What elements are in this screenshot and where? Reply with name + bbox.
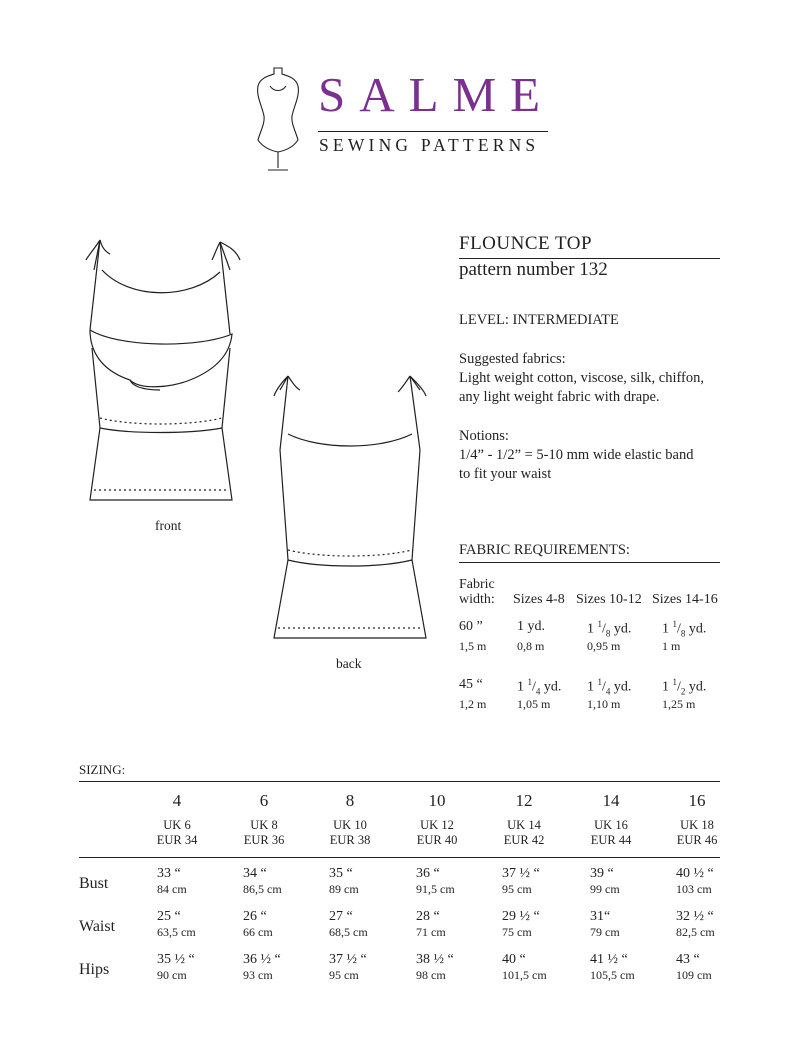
measurement-inches: 40 “ xyxy=(502,952,526,967)
fabrics-line-1: Light weight cotton, viscose, silk, chiffon, xyxy=(459,370,704,386)
fabric-metric: 1,05 m xyxy=(517,697,551,711)
size-number: 12 xyxy=(515,791,533,810)
size-uk: UK 10 xyxy=(333,818,367,832)
size-eur: EUR 38 xyxy=(329,833,371,847)
size-uk: UK 6 xyxy=(163,818,191,832)
fabric-metric: 0,8 m xyxy=(517,639,545,653)
fabric-yardage: 1 yd. xyxy=(517,619,545,634)
measurement-cm: 99 cm xyxy=(590,882,620,896)
measurement-inches: 29 ½ “ xyxy=(502,909,540,924)
measurement-cm: 66 cm xyxy=(243,925,273,939)
size-eur: EUR 34 xyxy=(156,833,198,847)
size-uk: UK 8 xyxy=(250,818,278,832)
fabric-width-label-1: Fabric xyxy=(459,577,495,592)
measurement-inches: 25 “ xyxy=(157,909,181,924)
size-number: 16 xyxy=(688,791,706,810)
fabric-yardage: 1 $^1/_4$ yd. xyxy=(517,677,562,697)
notions-heading: Notions: xyxy=(459,428,509,444)
fabric-width-value: 60 ” xyxy=(459,619,483,634)
fabric-col-header: Sizes 10-12 xyxy=(576,592,642,607)
size-uk: UK 16 xyxy=(594,818,628,832)
fabric-yardage: 1 $^1/_8$ yd. xyxy=(587,619,632,639)
back-view-illustration xyxy=(260,370,440,660)
fabric-divider xyxy=(459,562,720,563)
fabric-yardage: 1 $^1/_8$ yd. xyxy=(662,619,707,639)
level: LEVEL: INTERMEDIATE xyxy=(459,312,619,328)
fabric-col-header: Sizes 14-16 xyxy=(652,592,718,607)
measurement-inches: 39 “ xyxy=(590,866,614,881)
measurement-cm: 101,5 cm xyxy=(502,968,547,982)
sizing-heading: SIZING: xyxy=(79,762,126,777)
measurement-cm: 84 cm xyxy=(157,882,187,896)
measurement-inches: 34 “ xyxy=(243,866,267,881)
measurement-cm: 79 cm xyxy=(590,925,620,939)
back-caption: back xyxy=(336,656,362,671)
measurement-inches: 38 ½ “ xyxy=(416,952,454,967)
measurement-label: Hips xyxy=(79,961,110,978)
fabric-metric: 1,10 m xyxy=(587,697,621,711)
measurement-inches: 31“ xyxy=(590,909,611,924)
pattern-number: pattern number 132 xyxy=(459,259,608,280)
dress-form-icon xyxy=(248,66,308,176)
measurement-inches: 43 “ xyxy=(676,952,700,967)
brand-tagline: SEWING PATTERNS xyxy=(319,135,540,155)
measurement-cm: 71 cm xyxy=(416,925,446,939)
measurement-cm: 75 cm xyxy=(502,925,532,939)
measurement-inches: 36 “ xyxy=(416,866,440,881)
size-eur: EUR 40 xyxy=(416,833,458,847)
measurement-inches: 40 ½ “ xyxy=(676,866,714,881)
measurement-inches: 33 “ xyxy=(157,866,181,881)
sizing-top-divider xyxy=(79,781,720,782)
pattern-title: FLOUNCE TOP xyxy=(459,233,593,254)
front-caption: front xyxy=(155,518,182,533)
size-uk: UK 12 xyxy=(420,818,454,832)
fabric-metric: 0,95 m xyxy=(587,639,621,653)
measurement-cm: 95 cm xyxy=(329,968,359,982)
size-eur: EUR 42 xyxy=(503,833,545,847)
size-eur: EUR 36 xyxy=(243,833,285,847)
notions-line-2: to fit your waist xyxy=(459,466,552,482)
fabric-yardage: 1 $^1/_4$ yd. xyxy=(587,677,632,697)
measurement-label: Bust xyxy=(79,875,109,892)
fabric-width-metric: 1,2 m xyxy=(459,697,487,711)
size-number: 4 xyxy=(172,791,182,810)
measurement-label: Waist xyxy=(79,918,116,935)
measurement-inches: 36 ½ “ xyxy=(243,952,281,967)
size-number: 8 xyxy=(345,791,355,810)
measurement-cm: 86,5 cm xyxy=(243,882,282,896)
fabric-yardage: 1 $^1/_2$ yd. xyxy=(662,677,707,697)
measurement-cm: 91,5 cm xyxy=(416,882,455,896)
measurement-cm: 82,5 cm xyxy=(676,925,715,939)
fabric-width-value: 45 “ xyxy=(459,677,483,692)
measurement-inches: 26 “ xyxy=(243,909,267,924)
measurement-inches: 35 ½ “ xyxy=(157,952,195,967)
fabric-metric: 1 m xyxy=(662,639,681,653)
measurement-inches: 37 ½ “ xyxy=(329,952,367,967)
measurement-cm: 63,5 cm xyxy=(157,925,196,939)
measurement-inches: 32 ½ “ xyxy=(676,909,714,924)
logo-divider xyxy=(318,131,548,132)
measurement-cm: 68,5 cm xyxy=(329,925,368,939)
measurement-cm: 103 cm xyxy=(676,882,712,896)
sizing-header-divider xyxy=(79,857,720,858)
brand-name: SALME xyxy=(318,67,555,122)
fabric-width-metric: 1,5 m xyxy=(459,639,487,653)
measurement-cm: 95 cm xyxy=(502,882,532,896)
size-uk: UK 18 xyxy=(680,818,714,832)
measurement-cm: 109 cm xyxy=(676,968,712,982)
front-view-illustration xyxy=(70,230,250,520)
measurement-inches: 27 “ xyxy=(329,909,353,924)
size-number: 14 xyxy=(602,791,620,810)
fabric-requirements-heading: FABRIC REQUIREMENTS: xyxy=(459,542,630,558)
size-number: 6 xyxy=(259,791,269,810)
fabrics-line-2: any light weight fabric with drape. xyxy=(459,389,660,405)
measurement-inches: 35 “ xyxy=(329,866,353,881)
fabric-width-label-2: width: xyxy=(459,592,495,607)
notions-line-1: 1/4” - 1/2” = 5-10 mm wide elastic band xyxy=(459,447,694,463)
fabric-metric: 1,25 m xyxy=(662,697,696,711)
measurement-cm: 89 cm xyxy=(329,882,359,896)
fabrics-heading: Suggested fabrics: xyxy=(459,351,566,367)
measurement-inches: 41 ½ “ xyxy=(590,952,628,967)
size-number: 10 xyxy=(428,791,446,810)
measurement-cm: 93 cm xyxy=(243,968,273,982)
size-uk: UK 14 xyxy=(507,818,541,832)
measurement-cm: 98 cm xyxy=(416,968,446,982)
measurement-cm: 90 cm xyxy=(157,968,187,982)
measurement-inches: 28 “ xyxy=(416,909,440,924)
measurement-cm: 105,5 cm xyxy=(590,968,635,982)
size-eur: EUR 44 xyxy=(590,833,632,847)
measurement-inches: 37 ½ “ xyxy=(502,866,540,881)
size-eur: EUR 46 xyxy=(676,833,718,847)
fabric-col-header: Sizes 4-8 xyxy=(513,592,565,607)
